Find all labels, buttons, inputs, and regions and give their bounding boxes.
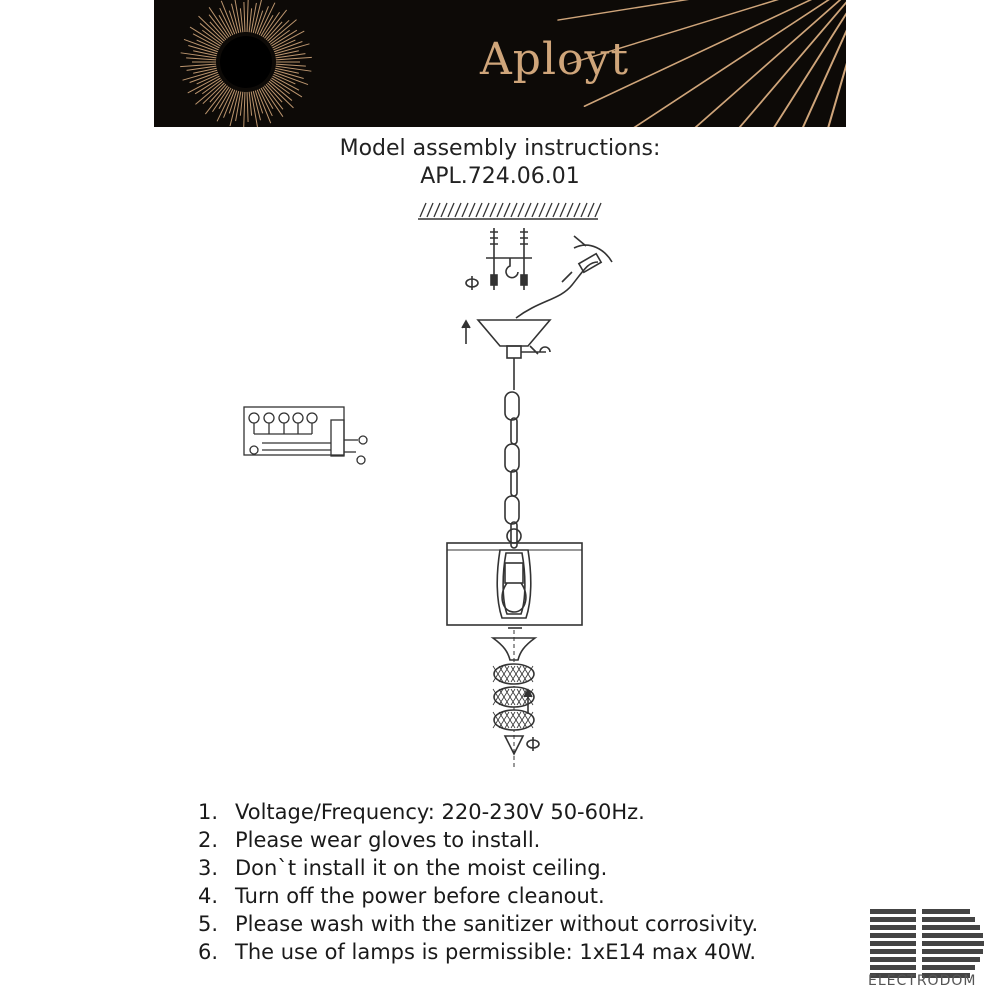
instruction-text: The use of lamps is permissible: 1xE14 max 40W. — [235, 940, 757, 964]
finial-tip-icon — [505, 736, 539, 754]
up-arrow-icon — [462, 321, 470, 344]
brand-banner — [154, 0, 846, 127]
canopy-icon — [478, 320, 550, 358]
brand-name: Aployt — [480, 34, 630, 85]
list-item: 5. Please wash with the sanitizer without corrosivity. — [198, 912, 759, 936]
instruction-text: Please wear gloves to install. — [235, 828, 541, 852]
title-block — [0, 135, 1000, 191]
list-item: 3. Don`t install it on the moist ceiling. — [198, 856, 608, 880]
model-number: APL.724.06.01 — [420, 164, 580, 189]
electrodom-logo-text: ELECTRODOM — [868, 973, 977, 989]
list-item: 1. Voltage/Frequency: 220-230V 50-60Hz. — [198, 800, 645, 824]
list-item: 4. Turn off the power before cleanout. — [198, 884, 605, 908]
instruction-list — [198, 798, 758, 966]
bulb-icon — [502, 563, 526, 612]
instruction-text: Turn off the power before cleanout. — [235, 884, 605, 908]
instruction-text: Don`t install it on the moist ceiling. — [235, 856, 608, 880]
instruction-text: Please wash with the sanitizer without corrosivity. — [235, 912, 759, 936]
list-item: 6. The use of lamps is permissible: 1xE14 max 40W. — [198, 940, 757, 964]
hook-icon — [506, 258, 518, 278]
chain-icon — [505, 358, 521, 548]
wire-connector-icon — [516, 236, 612, 318]
screw-icon — [486, 228, 532, 290]
wiring-diagram-icon — [244, 407, 367, 464]
assembly-drawing — [0, 190, 1000, 780]
instruction-text: Voltage/Frequency: 220-230V 50-60Hz. — [235, 800, 645, 824]
page-title: Model assembly instructions: — [339, 136, 661, 161]
rotate-symbol-icon — [466, 276, 478, 290]
ceiling-icon — [418, 203, 601, 219]
list-item: 2. Please wear gloves to install. — [198, 828, 541, 852]
